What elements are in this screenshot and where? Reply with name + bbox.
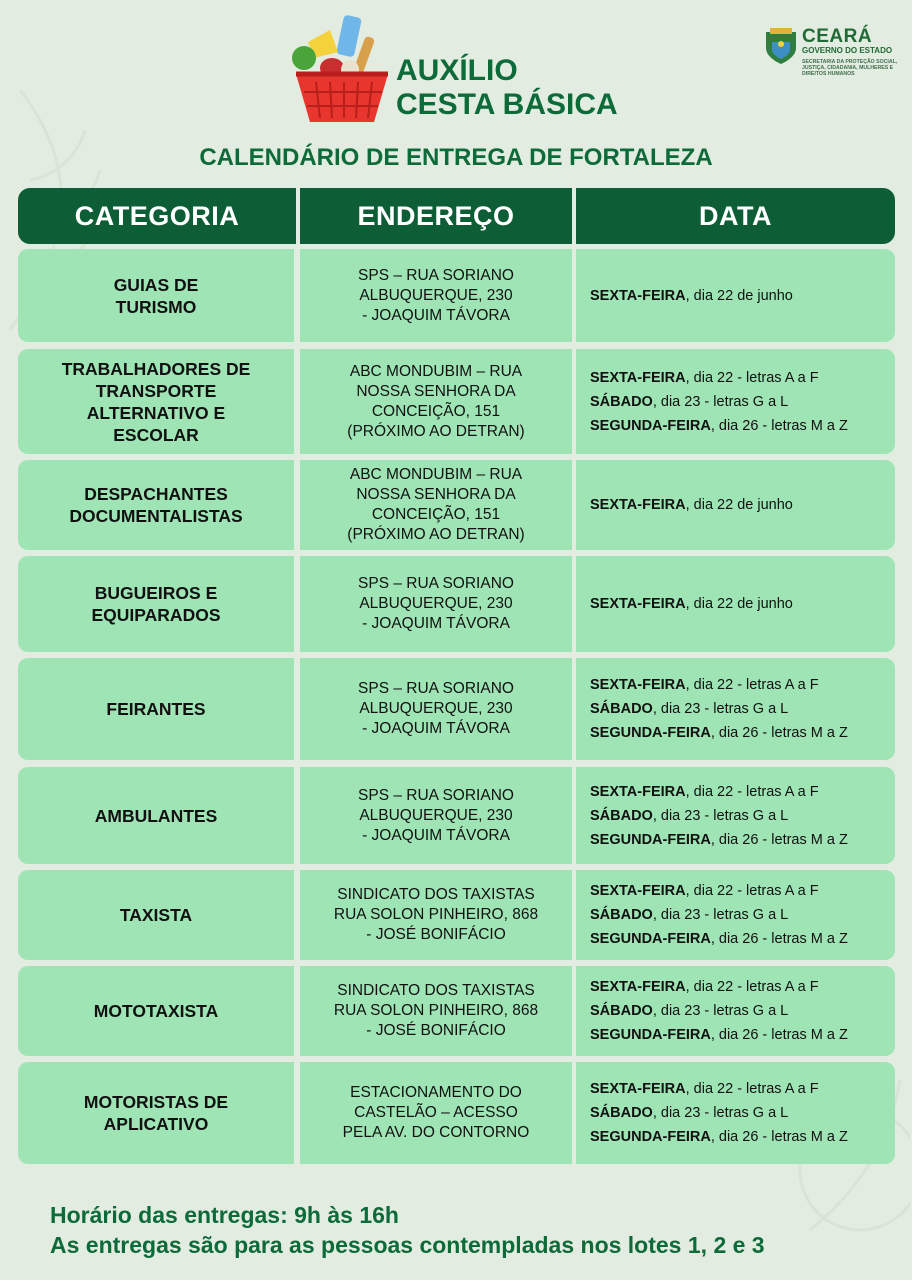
- category-cell: [18, 1062, 294, 1164]
- table-row: [18, 349, 895, 454]
- table-row: [18, 1062, 895, 1164]
- date-line: [590, 879, 848, 903]
- date-weekday: SÁBADO: [590, 1105, 653, 1121]
- date-weekday: SEXTA-FEIRA: [590, 596, 686, 612]
- date-detail: , dia 26 - letras M a Z: [710, 1027, 848, 1043]
- date-weekday: SEXTA-FEIRA: [590, 369, 686, 386]
- date-weekday: SEXTA-FEIRA: [590, 497, 686, 513]
- address-text: SINDICATO DOS TAXISTAS RUA SOLON PINHEIRO, 868 - JOSÉ BONIFÁCIO: [333, 886, 539, 943]
- category-label: GUIAS DE TURISMO: [113, 274, 199, 317]
- date-weekday: SÁBADO: [590, 1003, 653, 1019]
- date-cell: [576, 767, 895, 864]
- date-line: [590, 780, 848, 804]
- category-cell: [18, 249, 294, 342]
- table-header: [18, 188, 895, 244]
- date-detail: , dia 22 - letras A a F: [685, 883, 819, 899]
- table-row: [18, 966, 895, 1056]
- header-date: DATA: [699, 201, 772, 231]
- date-detail: , dia 22 - letras A a F: [685, 979, 819, 995]
- date-weekday: SEXTA-FEIRA: [590, 979, 686, 995]
- date-detail: , dia 26 - letras M a Z: [710, 931, 848, 947]
- address-cell: [300, 556, 572, 652]
- date-list: [590, 284, 793, 308]
- date-detail: , dia 22 de junho: [685, 596, 793, 612]
- table-row: [18, 249, 895, 342]
- delivery-note: As entregas são para as pessoas contempladas nos lotes 1, 2 e 3: [50, 1232, 765, 1258]
- program-title-line2: CESTA BÁSICA: [396, 88, 618, 121]
- date-weekday: SÁBADO: [590, 907, 653, 923]
- date-weekday: SEGUNDA-FEIRA: [590, 831, 711, 848]
- category-label: AMBULANTES: [94, 805, 218, 826]
- grocery-basket-icon: [286, 12, 398, 130]
- date-line: [590, 1077, 848, 1101]
- address-text: SPS – RUA SORIANO ALBUQUERQUE, 230 - JOAQUIM TÁVORA: [358, 786, 514, 844]
- category-cell: [18, 767, 294, 864]
- date-detail: , dia 23 - letras G a L: [652, 701, 789, 717]
- address-cell: [300, 1062, 572, 1164]
- date-detail: , dia 26 - letras M a Z: [710, 1129, 848, 1145]
- logo-subtitle: GOVERNO DO ESTADO: [802, 46, 893, 55]
- date-detail: , dia 22 - letras A a F: [685, 783, 819, 800]
- date-line: [590, 493, 793, 517]
- category-label: FEIRANTES: [106, 699, 206, 719]
- date-cell: [576, 870, 895, 960]
- header-address: ENDEREÇO: [357, 201, 515, 231]
- date-weekday: SEXTA-FEIRA: [590, 1081, 686, 1097]
- date-line: [590, 673, 848, 697]
- date-detail: , dia 26 - letras M a Z: [710, 831, 848, 848]
- date-list: [590, 673, 848, 745]
- date-line: [590, 284, 793, 308]
- ceara-shield-icon: [764, 28, 798, 66]
- date-list: [590, 879, 848, 951]
- delivery-hours: Horário das entregas: 9h às 16h: [50, 1202, 399, 1228]
- date-detail: , dia 22 - letras A a F: [685, 677, 819, 693]
- date-detail: , dia 22 - letras A a F: [685, 1081, 819, 1097]
- program-title-line1: AUXÍLIO: [396, 54, 518, 87]
- date-list: [590, 493, 793, 517]
- date-line: [590, 999, 848, 1023]
- table-row: [18, 460, 895, 550]
- address-text: ABC MONDUBIM – RUA NOSSA SENHORA DA CONCEIÇÃO, 151 (PRÓXIMO AO DETRAN): [347, 466, 525, 543]
- date-cell: [576, 1062, 895, 1164]
- logo-name: CEARÁ: [802, 26, 873, 47]
- date-cell: [576, 349, 895, 454]
- date-detail: , dia 23 - letras G a L: [652, 1105, 789, 1121]
- date-weekday: SEXTA-FEIRA: [590, 677, 686, 693]
- address-cell: [300, 460, 572, 550]
- category-cell: [18, 658, 294, 760]
- date-weekday: SEGUNDA-FEIRA: [590, 1027, 711, 1043]
- table-row: [18, 767, 895, 864]
- address-cell: [300, 349, 572, 454]
- date-line: [590, 414, 848, 438]
- date-line: [590, 366, 848, 390]
- date-line: [590, 1101, 848, 1125]
- table-row: [18, 870, 895, 960]
- date-detail: , dia 23 - letras G a L: [652, 1003, 789, 1019]
- category-cell: [18, 556, 294, 652]
- category-label: TRABALHADORES DE TRANSPORTE ALTERNATIVO E ESCOLAR: [61, 358, 251, 445]
- date-cell: [576, 658, 895, 760]
- address-cell: [300, 249, 572, 342]
- date-cell: [576, 460, 895, 550]
- date-weekday: SÁBADO: [590, 393, 653, 410]
- category-cell: [18, 349, 294, 454]
- date-line: [590, 828, 848, 852]
- date-line: [590, 903, 848, 927]
- date-cell: [576, 556, 895, 652]
- category-label: BUGUEIROS E EQUIPARADOS: [91, 583, 221, 625]
- category-label: DESPACHANTES DOCUMENTALISTAS: [69, 484, 243, 526]
- date-detail: , dia 22 - letras A a F: [685, 369, 819, 386]
- category-label: MOTORISTAS DE APLICATIVO: [83, 1092, 229, 1134]
- footer: [50, 1200, 765, 1260]
- date-line: [590, 721, 848, 745]
- date-list: [590, 975, 848, 1047]
- date-detail: , dia 26 - letras M a Z: [710, 417, 848, 434]
- date-weekday: SEXTA-FEIRA: [590, 287, 686, 304]
- date-list: [590, 592, 793, 616]
- date-list: [590, 780, 848, 852]
- table-row: [18, 658, 895, 760]
- address-text: SPS – RUA SORIANO ALBUQUERQUE, 230 - JOAQUIM TÁVORA: [358, 266, 514, 324]
- calendar-subtitle: CALENDÁRIO DE ENTREGA DE FORTALEZA: [199, 144, 713, 171]
- date-cell: [576, 966, 895, 1056]
- program-title: [396, 54, 618, 122]
- category-cell: [18, 460, 294, 550]
- date-detail: , dia 23 - letras G a L: [652, 807, 789, 824]
- table-row: [18, 556, 895, 652]
- date-line: [590, 697, 848, 721]
- date-weekday: SEXTA-FEIRA: [590, 783, 686, 800]
- date-line: [590, 975, 848, 999]
- date-weekday: SEGUNDA-FEIRA: [590, 1129, 711, 1145]
- date-cell: [576, 249, 895, 342]
- category-cell: [18, 966, 294, 1056]
- address-cell: [300, 658, 572, 760]
- address-text: ESTACIONAMENTO DO CASTELÃO – ACESSO PELA AV. DO CONTORNO: [342, 1084, 530, 1141]
- date-line: [590, 592, 793, 616]
- date-detail: , dia 23 - letras G a L: [652, 907, 789, 923]
- date-weekday: SEXTA-FEIRA: [590, 883, 686, 899]
- address-text: SPS – RUA SORIANO ALBUQUERQUE, 230 - JOAQUIM TÁVORA: [358, 575, 514, 632]
- address-cell: [300, 966, 572, 1056]
- date-weekday: SEGUNDA-FEIRA: [590, 931, 711, 947]
- government-logo: [764, 22, 904, 84]
- category-label: TAXISTA: [119, 905, 193, 925]
- category-label: MOTOTAXISTA: [93, 1001, 219, 1021]
- date-detail: , dia 26 - letras M a Z: [710, 725, 848, 741]
- date-line: [590, 1023, 848, 1047]
- date-list: [590, 366, 848, 438]
- date-detail: , dia 23 - letras G a L: [652, 393, 789, 410]
- date-detail: , dia 22 de junho: [685, 497, 793, 513]
- address-text: SPS – RUA SORIANO ALBUQUERQUE, 230 - JOAQUIM TÁVORA: [358, 680, 514, 737]
- date-weekday: SÁBADO: [590, 807, 653, 824]
- address-text: ABC MONDUBIM – RUA NOSSA SENHORA DA CONCEIÇÃO, 151 (PRÓXIMO AO DETRAN): [347, 362, 525, 440]
- date-line: [590, 1125, 848, 1149]
- header-category: CATEGORIA: [74, 201, 240, 231]
- date-weekday: SEGUNDA-FEIRA: [590, 725, 711, 741]
- date-detail: , dia 22 de junho: [685, 287, 793, 304]
- address-cell: [300, 870, 572, 960]
- address-cell: [300, 767, 572, 864]
- category-cell: [18, 870, 294, 960]
- date-list: [590, 1077, 848, 1149]
- date-weekday: SEGUNDA-FEIRA: [590, 417, 711, 434]
- date-weekday: SÁBADO: [590, 701, 653, 717]
- logo-department: SECRETARIA DA PROTEÇÃO SOCIAL, JUSTIÇA, CIDADANIA, MULHERES E DIREITOS HUMANOS: [802, 59, 898, 77]
- date-line: [590, 927, 848, 951]
- date-line: [590, 390, 848, 414]
- date-line: [590, 804, 848, 828]
- address-text: SINDICATO DOS TAXISTAS RUA SOLON PINHEIRO, 868 - JOSÉ BONIFÁCIO: [333, 982, 539, 1039]
